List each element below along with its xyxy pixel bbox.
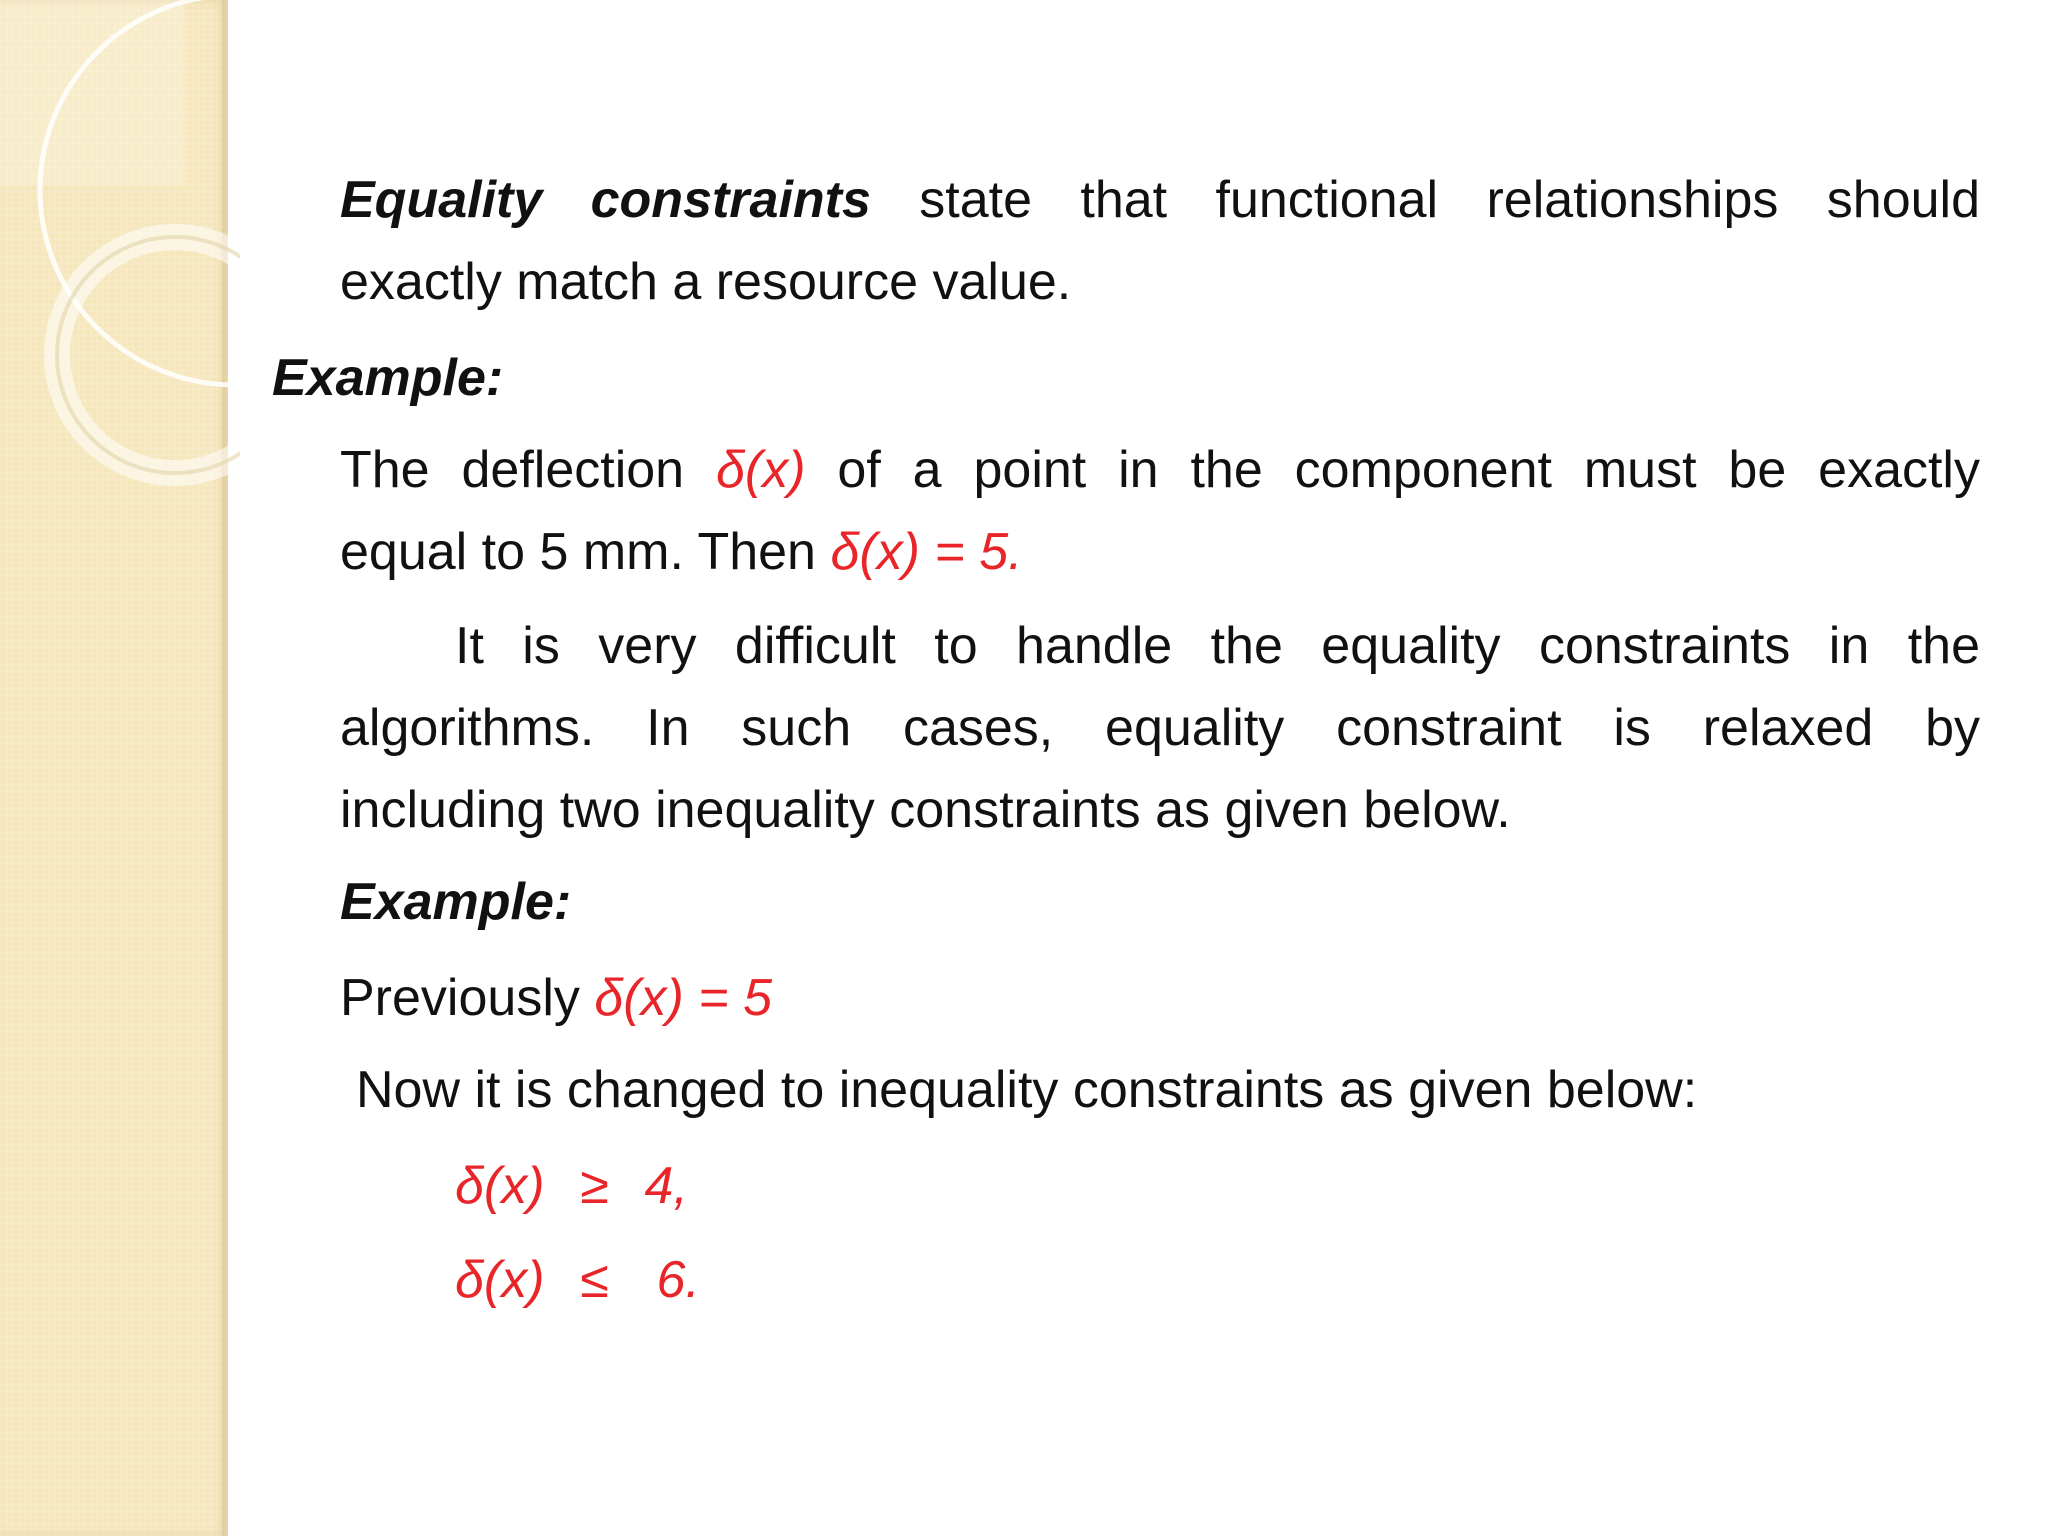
constraint-upper-rhs: 6.: [656, 1251, 700, 1309]
constraint-upper: [455, 1250, 700, 1310]
para1-line1-text: state that functional relationships should: [919, 171, 1981, 229]
constraint-lower-rhs: 4,: [644, 1157, 688, 1215]
term-equality-constraints: Equality constraints: [340, 171, 871, 229]
now-changed-line: Now it is changed to inequality constraints as given below:: [356, 1061, 1698, 1119]
para2-line1-a: The deflection: [340, 441, 685, 499]
constraint-lower-lhs: δ(x): [455, 1157, 545, 1215]
para3-line1: It is very difficult to handle the equality constraints in the: [455, 617, 1980, 675]
delta-symbol-inline: δ(x): [715, 441, 806, 499]
previously-line: [340, 968, 772, 1028]
para2-line1-b: of a point in the component must be exactly: [837, 441, 1980, 499]
previous-equation: δ(x) = 5: [594, 969, 773, 1027]
constraint-upper-operator: ≤: [580, 1251, 609, 1309]
para2-line1: [340, 440, 1980, 500]
example-heading-1: Example:: [272, 349, 504, 407]
para3-line3: including two inequality constraints as given below.: [340, 781, 1511, 839]
constraint-upper-lhs: δ(x): [455, 1251, 545, 1309]
para2-line2: [340, 522, 1023, 582]
para1-line1: [340, 170, 1980, 230]
para3-line2: algorithms. In such cases, equality constraint is relaxed by: [340, 699, 1980, 757]
previously-label: Previously: [340, 969, 580, 1027]
para1-line2: exactly match a resource value.: [340, 253, 1072, 311]
para2-line2-a: equal to 5 mm. Then: [340, 523, 816, 581]
delta-equation-inline: δ(x) = 5.: [830, 523, 1023, 581]
constraint-lower-operator: ≥: [580, 1157, 609, 1215]
constraint-lower: [455, 1156, 688, 1216]
example-heading-2: Example:: [340, 873, 572, 931]
